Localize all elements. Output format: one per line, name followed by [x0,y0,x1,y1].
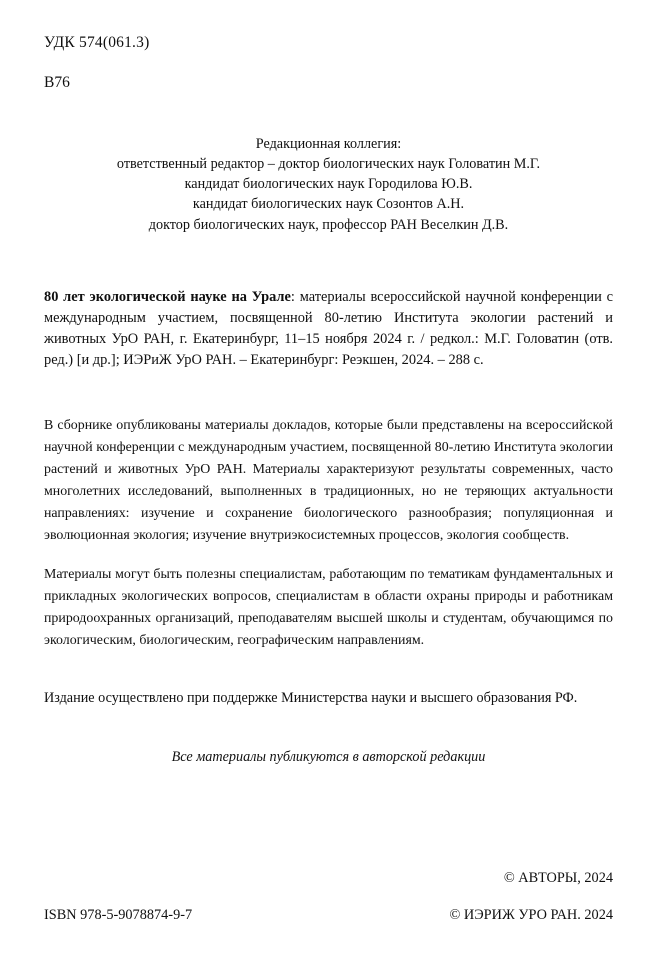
editorial-heading: Редакционная коллегия: [255,136,402,152]
publication-details: : материалы всероссийской научной конференции с международным участием, посвященной 80-летию Института экологии растений и животных УрО РАН, г. Екатеринбург, 11–15 ноября 2024 г. / редкол.: М.Г. Головатин (отв. ред.) [и др.]; ИЭРиЖ УрО РАН. – Екатеринбург: Реэкшен, 2024. – 288 с. [44,288,613,369]
abstract-paragraph: Материалы могут быть полезны специалистам, работающим по тематикам фундаментальных и прикладных экологических вопросов, специалистам в области охраны природы и работникам природоохранных организаций, преподавателям высшей школы и студентам, обучающимся по экологическим, биологическим, географическим направлениям. [44,567,613,649]
bibliographic-record [44,287,613,372]
editorial-note: Все материалы публикуются в авторской редакции [171,749,486,766]
support-note: Издание осуществлено при поддержке Министерства науки и высшего образования РФ. [44,690,578,707]
bbk-code: В76 [44,74,70,91]
editorial-board [44,134,613,235]
editorial-member: доктор биологических наук, профессор РАН Веселкин Д.В. [148,216,509,233]
copyright-institute: © ИЭРИЖ УРО РАН. 2024 [449,907,613,923]
abstract-block [44,415,613,652]
page-footer [44,870,613,924]
editorial-member: ответственный редактор – доктор биологических наук Головатин М.Г. [116,156,541,173]
publication-title: 80 лет экологической науке на Урале [44,288,291,305]
copyright-authors: © АВТОРЫ, 2024 [503,870,613,886]
abstract-paragraph: В сборнике опубликованы материалы докладов, которые были представлены на всероссийской научной конференции с международным участием, посвященной 80-летию Института экологии растений и животных УрО РАН. Материалы характеризуют результаты современных, часто многолетних исследований, выполненных в традиционных, но не теряющих актуальности направлениях: изучение и сохранение биологического разнообразия; популяционная и эволюционная экология; изучение внутриэкосистемных процессов, экология сообществ. [44,418,613,544]
isbn: ISBN 978-5-9078874-9-7 [44,907,193,923]
editorial-member: кандидат биологических наук Городилова Ю.В. [184,176,473,193]
udk-code: УДК 574(061.3) [44,34,150,51]
editorial-member: кандидат биологических наук Созонтов А.Н. [192,196,465,213]
